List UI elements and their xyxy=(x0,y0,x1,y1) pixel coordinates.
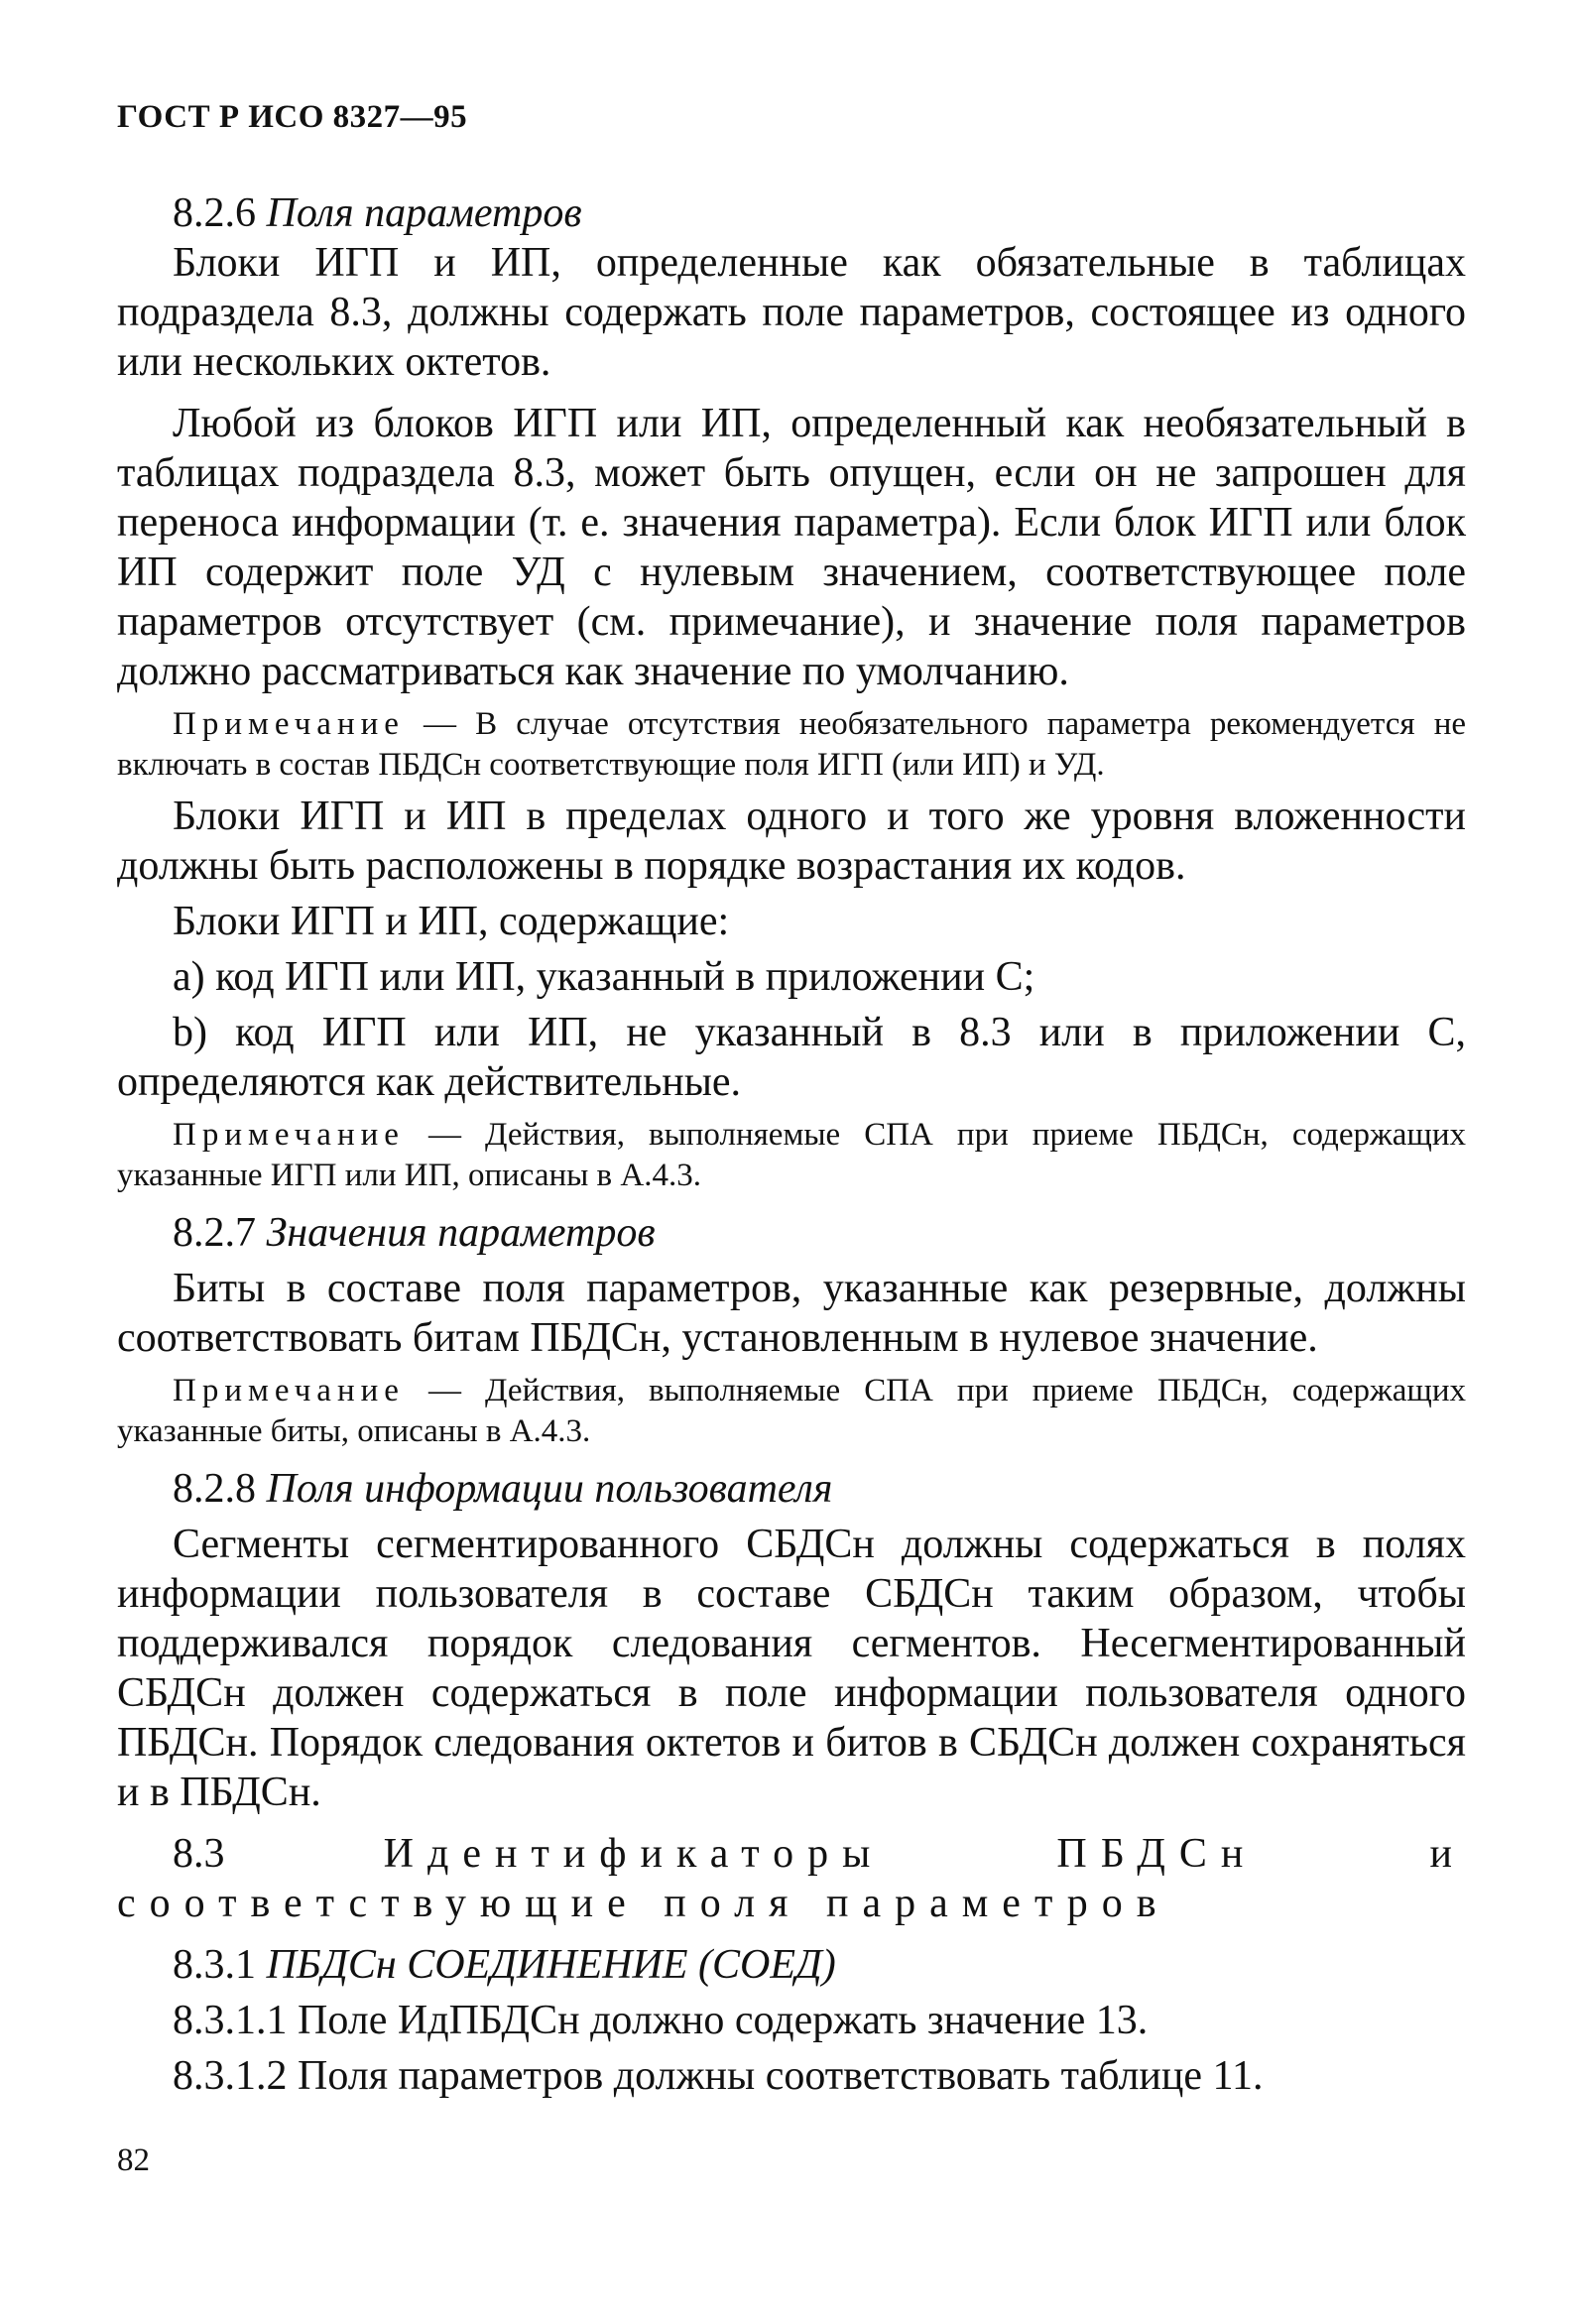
page-number: 82 xyxy=(117,2142,150,2178)
note xyxy=(117,1115,1466,1196)
section-heading-8-2-8 xyxy=(117,1464,1466,1514)
section-title: Значения параметров xyxy=(266,1210,656,1256)
list-item: b) код ИГП или ИП, не указанный в 8.3 или в приложении С, определяются как действительные. xyxy=(117,1010,1466,1105)
note xyxy=(117,1371,1466,1452)
note-text: — Действия, выполняемые СПА при приеме ПБДСн, содержащих указанные ИГП или ИП, описаны в А.4.3. xyxy=(117,1117,1466,1193)
section-heading-8-3-1 xyxy=(117,1940,1466,1990)
section-number: 8.2.7 xyxy=(173,1210,256,1256)
note-label: Примечание xyxy=(173,1117,405,1153)
paragraph: Сегменты сегментированного СБДСн должны содержаться в полях информации пользователя в составе СБДСн таким образом, чтобы поддерживался порядок следования сегментов. Несегментированный СБДСн должен содержаться в поле информации пользователя одного ПБДСн. Порядок следования октетов и битов в СБДСн должен сохраняться и в ПБДСн. xyxy=(117,1522,1466,1815)
section-heading-8-2-7 xyxy=(117,1208,1466,1258)
paragraph: Блоки ИГП и ИП в пределах одного и того же уровня вложенности должны быть расположены в порядке возрастания их кодов. xyxy=(117,794,1466,889)
section-title: ПБДСн СОЕДИНЕНИЕ (СОЕД) xyxy=(266,1942,836,1988)
section-number: 8.3 xyxy=(173,1831,225,1877)
section-number: 8.2.8 xyxy=(173,1466,256,1512)
section-title: Поля информации пользователя xyxy=(266,1466,833,1512)
paragraph: Блоки ИГП и ИП, содержащие: xyxy=(173,899,730,944)
section-title: Поля параметров xyxy=(266,190,582,236)
section-title: Идентификаторы ПБДСн и соответствующие поля параметров xyxy=(117,1831,1467,1926)
list-item: а) код ИГП или ИП, указанный в приложении С; xyxy=(173,954,1035,1000)
document-header: ГОСТ Р ИСО 8327—95 xyxy=(117,99,468,135)
note-label: Примечание xyxy=(173,706,405,742)
paragraph: 8.3.1.1 Поле ИдПБДСн должно содержать значение 13. xyxy=(173,1998,1149,2043)
paragraph: Биты в составе поля параметров, указанные как резервные, должны соответствовать битам ПБДСн, установленным в нулевое значение. xyxy=(117,1266,1466,1361)
document-body xyxy=(117,188,1466,2101)
section-number: 8.3.1 xyxy=(173,1942,256,1988)
note-label: Примечание xyxy=(173,1373,405,1408)
paragraph: Блоки ИГП и ИП, определенные как обязательные в таблицах подраздела 8.3, должны содержать поле параметров, состоящее из одного или нескольких октетов. xyxy=(117,240,1466,385)
section-number: 8.2.6 xyxy=(173,190,256,236)
paragraph: 8.3.1.2 Поля параметров должны соответствовать таблице 11. xyxy=(173,2053,1264,2099)
note-text: — В случае отсутствия необязательного параметра рекомендуется не включать в состав ПБДСн соответствующие поля ИГП (или ИП) и УД. xyxy=(117,706,1466,783)
paragraph: Любой из блоков ИГП или ИП, определенный как необязательный в таблицах подраздела 8.3, может быть опущен, если он не запрошен для переноса информации (т. е. значения параметра). Если блок ИГП или блок ИП содержит поле УД с нулевым значением, соответствующее поле параметров отсутствует (см. примечание), и значение поля параметров должно рассматриваться как значение по умолчанию. xyxy=(117,401,1466,694)
note xyxy=(117,704,1466,786)
note-text: — Действия, выполняемые СПА при приеме ПБДСн, содержащих указанные биты, описаны в А.4.3. xyxy=(117,1373,1466,1449)
section-heading-8-3 xyxy=(117,1829,1466,1928)
section-heading-8-2-6 xyxy=(117,188,1466,238)
